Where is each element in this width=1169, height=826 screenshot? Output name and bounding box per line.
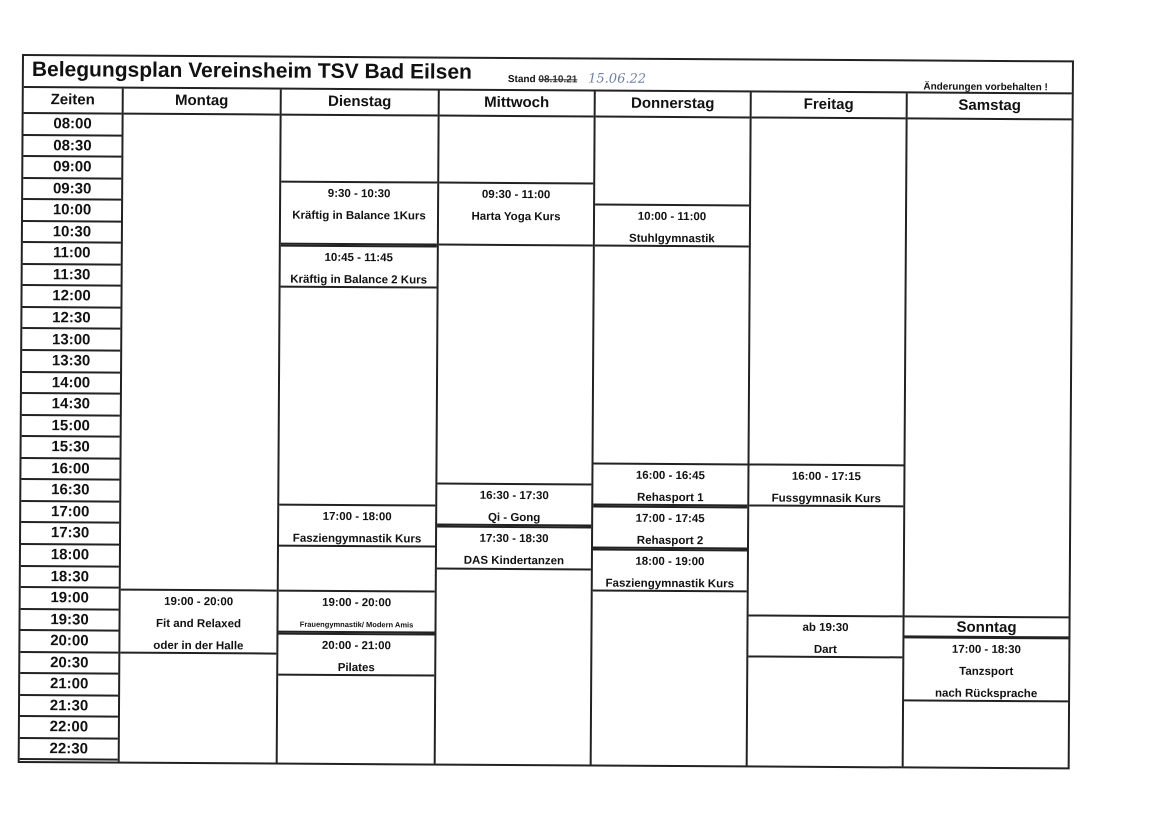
- time-label: 20:00: [20, 631, 118, 653]
- event-title: Tanzsport: [959, 665, 1014, 679]
- event-title: Rehasport 1: [637, 491, 704, 504]
- time-label: 11:00: [23, 243, 121, 265]
- event-time: 18:00 - 19:00: [635, 555, 705, 569]
- changes-note: Änderungen vorbehalten !: [923, 81, 1048, 94]
- day-column-montag: [120, 89, 282, 763]
- event-time: 9:30 - 10:30: [327, 187, 391, 200]
- time-label: 19:30: [20, 610, 118, 632]
- times-header: Zeiten: [24, 88, 122, 115]
- event-title: Rehasport 2: [636, 534, 704, 548]
- event-time: 16:00 - 16:45: [635, 469, 705, 482]
- time-label: 15:00: [22, 416, 120, 438]
- time-label: 17:00: [21, 502, 119, 524]
- event-title: Dart: [813, 643, 837, 656]
- stand-label: Stand: [507, 73, 536, 86]
- day-header: Freitag: [752, 92, 906, 119]
- time-label: 08:00: [24, 114, 122, 136]
- event-title: Fit and Relaxed: [155, 617, 242, 631]
- event-title: oder in der Halle: [153, 639, 244, 653]
- day-column-donnerstag: [592, 92, 752, 766]
- time-label: 18:00: [21, 545, 119, 567]
- time-label: 08:30: [23, 136, 121, 158]
- time-label: 14:00: [22, 373, 120, 395]
- event-title: Harta Yoga Kurs: [471, 210, 561, 223]
- time-label: 13:00: [22, 330, 120, 352]
- event-time: 16:30 - 17:30: [479, 490, 549, 503]
- day-header: Montag: [124, 89, 280, 116]
- event-slot: [437, 526, 591, 570]
- event-time: 17:00 - 18:30: [951, 643, 1021, 657]
- time-label: 19:00: [21, 588, 119, 610]
- event-title: nach Rücksprache: [934, 687, 1038, 701]
- day-column-freitag: [748, 92, 908, 766]
- event-title: Stuhlgymnastik: [629, 232, 715, 246]
- time-label: 16:30: [21, 480, 119, 502]
- day-header: Donnerstag: [596, 92, 750, 119]
- event-title: Qi - Gong: [487, 512, 541, 525]
- event-title: Kräftig in Balance 2 Kurs: [290, 273, 428, 287]
- event-slot: [593, 462, 747, 506]
- day-column-dienstag: [278, 90, 440, 764]
- time-label: 13:30: [22, 351, 120, 373]
- time-label: 11:30: [23, 265, 121, 287]
- event-slot: [281, 180, 437, 246]
- event-time: 19:00 - 20:00: [322, 596, 392, 610]
- time-label: 15:30: [22, 437, 120, 459]
- day-header: Samstag: [908, 93, 1072, 120]
- event-time: 17:00 - 17:45: [635, 512, 705, 526]
- time-label: 09:00: [23, 157, 121, 179]
- time-label: 10:00: [23, 200, 121, 222]
- page-title: Belegungsplan Vereinsheim TSV Bad Eilsen: [31, 58, 472, 84]
- day-column-samstag: [904, 93, 1072, 767]
- event-slot: [595, 204, 749, 248]
- event-time: 09:30 - 11:00: [481, 188, 551, 201]
- event-slot: [120, 589, 276, 655]
- event-title: DAS Kindertanzen: [463, 555, 565, 568]
- event-time: 17:30 - 18:30: [479, 533, 549, 546]
- time-label: 18:30: [21, 567, 119, 589]
- event-slot: [281, 245, 437, 289]
- event-title: Kräftig in Balance 1Kurs: [292, 209, 426, 223]
- schedule-sheet: [18, 54, 1074, 769]
- event-title: Pilates: [337, 662, 375, 675]
- event-time: ab 19:30: [802, 621, 849, 634]
- event-title: Fussgymnasik Kurs: [771, 492, 881, 506]
- stand-date: [508, 71, 646, 87]
- time-label: 17:30: [21, 523, 119, 545]
- event-slot: [904, 637, 1068, 703]
- event-title: Fasziengymnastik Kurs: [605, 577, 735, 591]
- stand-old-date: 08.10.21: [538, 74, 578, 86]
- event-time: 16:00 - 17:15: [791, 470, 861, 483]
- time-label: 09:30: [23, 179, 121, 201]
- day-column-mittwoch: [436, 91, 596, 765]
- sunday-header: Sonntag: [904, 615, 1068, 638]
- day-header: Mittwoch: [440, 91, 594, 118]
- time-label: 20:30: [20, 653, 118, 675]
- time-label: 21:30: [20, 696, 118, 718]
- time-label: 14:30: [22, 394, 120, 416]
- event-slot: [278, 633, 434, 677]
- time-label: 22:30: [20, 739, 118, 761]
- event-time: 19:00 - 20:00: [164, 595, 234, 609]
- event-time: 10:45 - 11:45: [324, 252, 393, 265]
- event-slot: [437, 483, 591, 527]
- event-time: 10:00 - 11:00: [637, 210, 707, 224]
- event-time: 20:00 - 21:00: [321, 640, 391, 653]
- event-title: Fasziengymnastik Kurs: [292, 532, 422, 546]
- time-label: 12:00: [22, 286, 120, 308]
- time-label: 22:00: [20, 717, 118, 739]
- event-slot: [749, 463, 903, 507]
- event-slot: [593, 548, 747, 592]
- event-slot: [593, 505, 747, 549]
- event-time: 17:00 - 18:00: [322, 510, 392, 524]
- time-label: 16:00: [21, 459, 119, 481]
- event-slot: [279, 503, 435, 547]
- event-slot: [439, 181, 593, 247]
- event-title: Frauengymnastik/ Modern Amis: [299, 619, 414, 630]
- day-header: Dienstag: [282, 90, 438, 117]
- time-label: 10:30: [23, 222, 121, 244]
- stand-new-date: 15.06.22: [588, 71, 647, 87]
- time-label: 12:30: [22, 308, 120, 330]
- time-labels: [24, 114, 122, 758]
- event-slot: [278, 590, 434, 634]
- event-slot: [748, 614, 902, 658]
- time-label: 21:00: [20, 674, 118, 696]
